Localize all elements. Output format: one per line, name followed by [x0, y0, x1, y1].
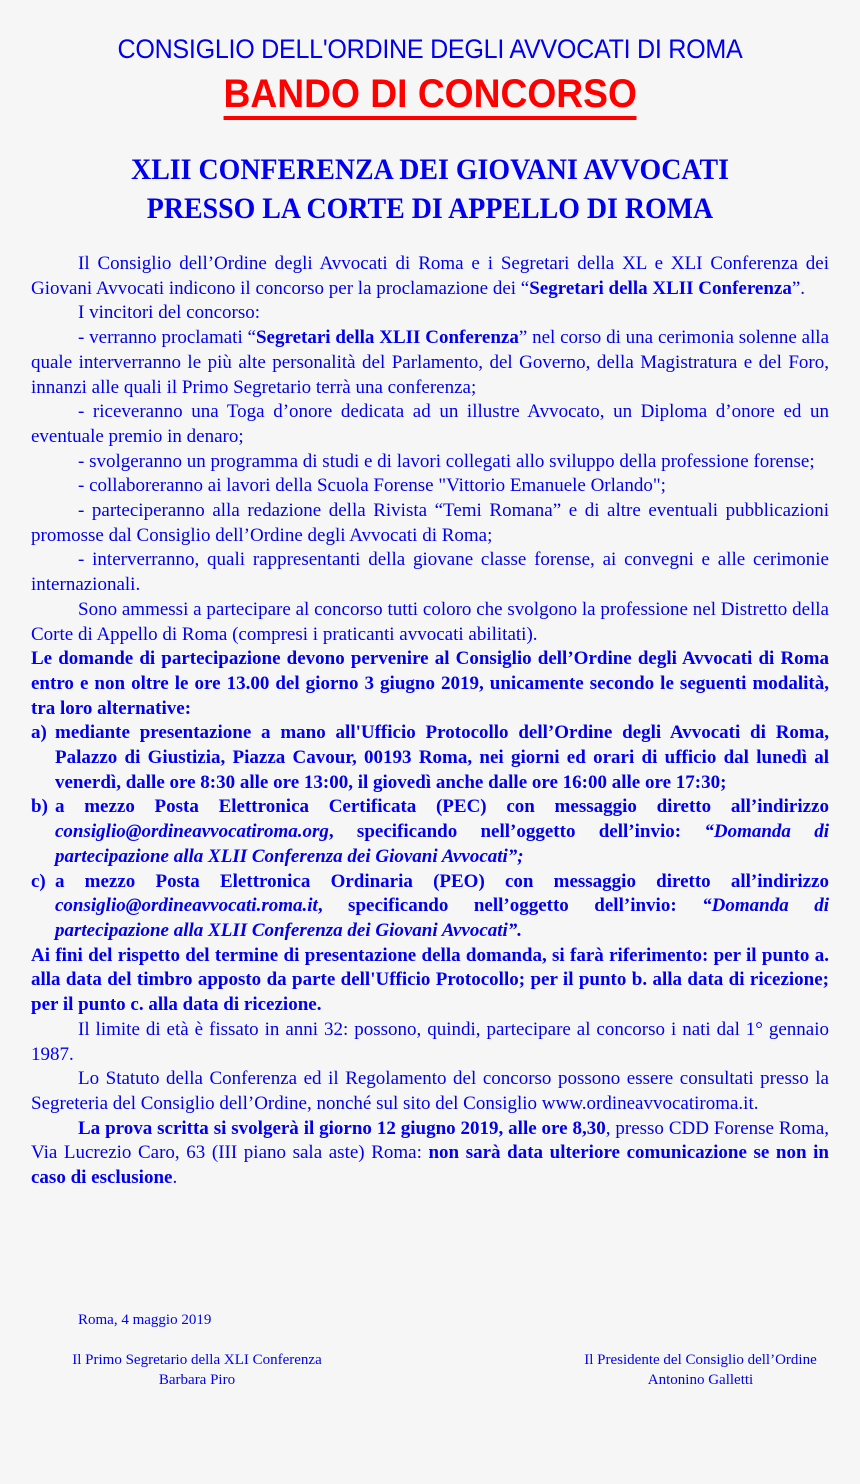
signature-left-name: Barbara Piro — [158, 1372, 236, 1388]
intro-post: ”. — [791, 277, 806, 299]
mode-b-pre: a mezzo Posta Elettronica Certificata (PEC) con messaggio diretto all’indirizzo — [55, 796, 829, 818]
mode-a — [31, 721, 829, 795]
winners-item-3: - svolgeranno un programma di studi e di lavori collegati allo sviluppo della professione forense; — [78, 450, 815, 472]
signature-right-role: Il Presidente del Consiglio dell’Ordine — [584, 1352, 817, 1368]
mode-c-text — [55, 870, 829, 944]
winners-item-2: - riceveranno una Toga d’onore dedicata ad un illustre Avvocato, un Diploma d’onore ed un eventuale premio in denaro; — [31, 401, 829, 447]
subtitle-line-1: XLII CONFERENZA DEI GIOVANI AVVOCATI — [131, 153, 729, 186]
winners-item-1-post: ” nel corso di una cerimonia solenne alla quale interverranno le più alte personalità del Parlamento, del Governo, della Magistratura e del Foro, innanzi alle quali il Primo Segretario terrà una conferenza; — [31, 327, 830, 398]
subtitle-line-2: PRESSO LA CORTE DI APPELLO DI ROMA — [146, 192, 714, 225]
winners-intro: I vincitori del concorso: — [78, 302, 261, 324]
winners-item-5: - parteciperanno alla redazione della Rivista “Temi Romana” e di altre eventuali pubblicazioni promosse dal Consiglio dell’Ordine degli Avvocati di Roma; — [31, 500, 829, 546]
age-limit-paragraph: Il limite di età è fissato in anni 32: possono, quindi, partecipare al concorso i nati dal 1° gennaio 1987. — [31, 1018, 829, 1065]
winners-item-1-bold: Segretari della XLII Conferenza — [255, 327, 519, 349]
mode-b-text — [55, 795, 829, 869]
organization-heading: CONSIGLIO DELL'ORDINE DEGLI AVVOCATI DI ROMA — [117, 34, 743, 64]
mode-b-mid: , specificando nell’oggetto dell’invio: — [328, 821, 705, 843]
mode-b — [31, 795, 829, 869]
exam-paragraph — [31, 1117, 829, 1191]
exam-notice: non sarà data ulteriore comunicazione se non in caso di esclusione — [31, 1142, 830, 1189]
mode-a-text: mediante presentazione a mano all'Ufficio Protocollo dell’Ordine degli Avvocati di Roma, Palazzo di Giustizia, Piazza Cavour, 00193 Roma, nei giorni ed orari di ufficio dal lunedì al venerdì, dalle ore 8:30 alle ore 13:00, il giovedì anche dalle ore 16:00 alle ore 17:30; — [55, 722, 829, 793]
mode-c-subject: “Domanda di partecipazione alla XLII Conferenza dei Giovani Avvocati”. — [55, 895, 829, 941]
signature-right-name: Antonino Galletti — [647, 1372, 754, 1388]
peo-email-link[interactable]: consiglio@ordineavvocati.roma.it — [55, 895, 318, 917]
pec-email-link[interactable]: consiglio@ordineavvocatiroma.org — [55, 821, 329, 843]
document-title: BANDO DI CONCORSO — [223, 72, 636, 120]
signature-left-role: Il Primo Segretario della XLI Conferenza — [72, 1352, 322, 1368]
intro-paragraph — [31, 252, 829, 301]
eligibility-paragraph: Sono ammessi a partecipare al concorso tutti coloro che svolgono la professione nel Distretto della Corte di Appello di Roma (compresi i praticanti avvocati abilitati). — [31, 598, 829, 645]
intro-text: Il Consiglio dell’Ordine degli Avvocati di Roma e i Segretari della XL e XLI Conferenza dei Giovani Avvocati indicono il concorso per la proclamazione dei “ — [31, 253, 829, 299]
intro-bold: Segretari della XLII Conferenza — [529, 277, 792, 299]
signature-right — [568, 1350, 833, 1390]
winners-item-6: - interverranno, quali rappresentanti della giovane classe forense, ai convegni e alle cerimonie internazionali. — [31, 549, 829, 596]
reference-paragraph: Ai fini del rispetto del termine di presentazione della domanda, si farà riferimento: per il punto a. alla data del timbro apposto da parte dell'Ufficio Protocollo; per il punto b. alla data di ricezione; per il punto c. alla data di ricezione. — [31, 944, 829, 1016]
exam-location: , presso CDD Forense Roma, Via Lucrezio Caro, 63 (III piano sala aste) Roma: — [31, 1117, 830, 1164]
mode-c-mid: , specificando nell’oggetto dell’invio: — [317, 895, 703, 917]
winners-item-4: - collaboreranno ai lavori della Scuola Forense "Vittorio Emanuele Orlando"; — [78, 475, 666, 497]
exam-post: . — [172, 1167, 178, 1189]
mode-b-label: b) — [31, 796, 48, 818]
deadline-paragraph: Le domande di partecipazione devono pervenire al Consiglio dell’Ordine degli Avvocati di Roma entro e non oltre le ore 13.00 del giorno 3 giugno 2019, unicamente secondo le seguenti modalità, tra loro alternative: — [31, 648, 829, 719]
mode-c-pre: a mezzo Posta Elettronica Ordinaria (PEO) con messaggio diretto all’indirizzo — [55, 870, 829, 892]
document-date: Roma, 4 maggio 2019 — [78, 1312, 212, 1328]
statute-paragraph: Lo Statuto della Conferenza ed il Regolamento del concorso possono essere consultati presso la Segreteria del Consiglio dell’Ordine, nonché sul sito del Consiglio www.ordineavvocatiroma.it. — [31, 1068, 829, 1114]
subtitle — [30, 150, 830, 228]
title-container — [0, 72, 860, 120]
mode-a-label: a) — [31, 722, 47, 744]
winners-item-1-pre: - verranno proclamati “ — [78, 327, 256, 349]
mode-c — [31, 870, 829, 944]
signature-left — [52, 1350, 342, 1390]
document-body — [31, 252, 829, 1191]
mode-c-label: c) — [31, 870, 46, 892]
winners-item-1 — [31, 326, 829, 400]
mode-b-subject: “Domanda di partecipazione alla XLII Conferenza dei Giovani Avvocati”; — [55, 821, 829, 867]
exam-date: La prova scritta si svolgerà il giorno 12 giugno 2019, alle ore 8,30 — [78, 1117, 606, 1139]
